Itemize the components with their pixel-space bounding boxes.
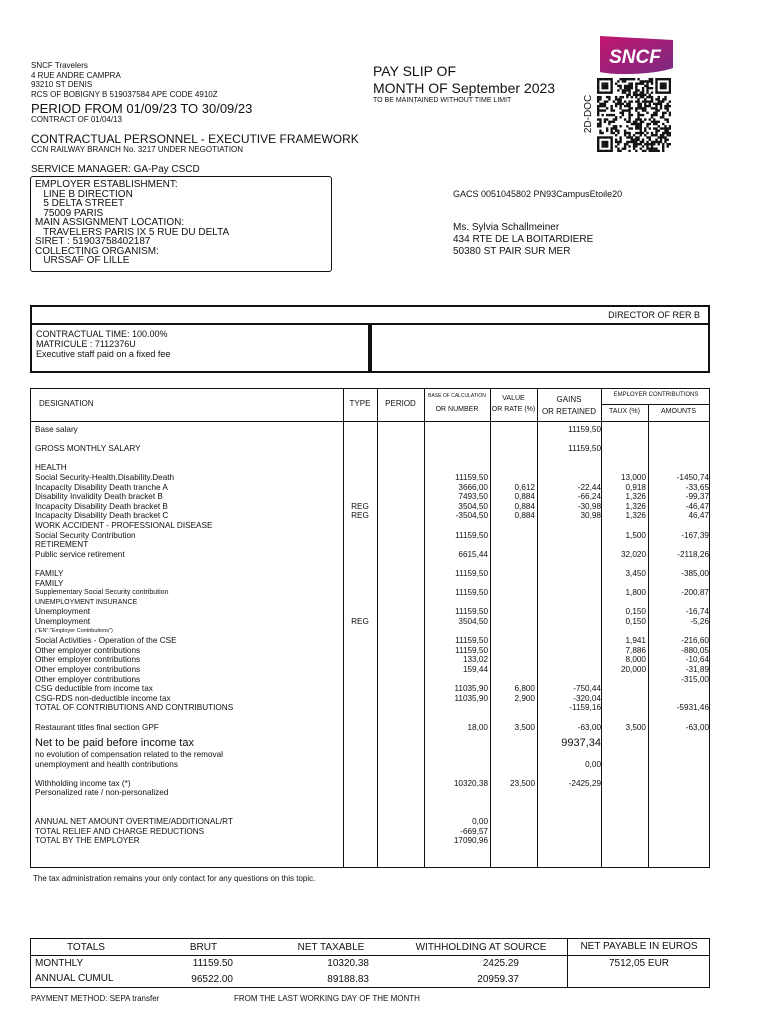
doc2d-label-wrap [583,84,595,144]
table-row [31,684,709,694]
net-payable-value: 7512,05 EUR [608,958,670,969]
cell-gains: -22,44 [577,482,601,492]
annual-net-taxable: 89188.83 [327,974,369,985]
table-row [31,723,709,733]
table-row [31,655,709,665]
cell-designation: ("EN":"Employer Contributions") [35,627,113,634]
table-row [31,779,709,789]
cell-taux: 0,150 [625,607,646,617]
cell-designation: Incapacity Disability Death tranche A [35,482,168,492]
cell-designation: Incapacity Disability Death bracket C [35,511,169,521]
cell-amount: -46,47 [685,501,709,511]
doc2d-label: 2D-DOC [583,94,594,134]
cell-type: REG [351,501,369,511]
contract-info-line: CONTRACTUAL TIME: 100.00% [36,329,168,339]
contract-date: CONTRACT OF 01/04/13 [31,115,122,124]
cell-base: 6615,44 [458,549,488,559]
table-row [31,598,709,608]
cell-amount: -385,00 [681,569,709,578]
table-row [31,521,709,531]
cell-base: 18,00 [467,722,488,732]
header-value-1: VALUE [502,395,525,402]
sncf-logo-graphic [597,34,675,76]
cell-designation: Unemployment [35,617,91,626]
annual-withholding: 20959.37 [477,974,519,985]
table-row [31,737,709,750]
table-row [31,540,709,550]
recipient-name: Ms. Sylvia Schallmeiner [453,222,560,233]
cell-base: -3504,50 [455,511,488,521]
cell-designation: FAMILY [35,578,64,588]
cell-designation: TOTAL BY THE EMPLOYER [35,836,140,846]
cell-value: 0,884 [514,511,535,521]
cell-base: 11159,50 [455,636,488,646]
cell-gains: -750,44 [573,684,601,694]
cell-base: 11159,50 [455,569,488,578]
totals-header-brut: BRUT [189,942,218,953]
cell-designation: TOTAL OF CONTRIBUTIONS AND CONTRIBUTIONS [35,703,234,713]
cell-base: 159,44 [462,665,488,674]
cell-value: 0,884 [514,501,535,511]
cell-amount: -63,00 [685,722,709,732]
cell-base: 133,02 [462,655,488,665]
employer-box-line: LINE B DIRECTION [35,188,133,200]
cell-amount: -99,37 [685,492,709,502]
payment-timing: FROM THE LAST WORKING DAY OF THE MONTH [234,994,420,1003]
cell-amount: -33,65 [685,482,709,492]
table-row [31,511,709,521]
cell-base: 3666,00 [458,482,488,492]
cell-taux: 3,500 [625,722,646,732]
table-row [31,836,709,846]
header-base-1: BASE OF CALCULATION [428,393,486,399]
cell-taux: 1,326 [625,501,646,511]
cell-designation: Other employer contributions [35,655,141,665]
totals-header-withholding: WITHHOLDING AT SOURCE [415,942,547,953]
cell-base: 11159,50 [455,530,488,540]
cell-taux: 20,000 [620,665,646,674]
header-employer-contributions: EMPLOYER CONTRIBUTIONS [613,392,699,398]
cell-base: 11035,90 [454,684,488,694]
tax-note: The tax administration remains your only contact for any questions on this topic. [33,874,316,883]
cell-designation: Personalized rate / non-personalized [35,788,169,798]
cell-amount: -5931,46 [676,703,709,713]
cell-designation: TOTAL RELIEF AND CHARGE REDUCTIONS [35,826,205,836]
monthly-withholding: 2425.29 [482,958,519,969]
employer-box-line: 75009 PARIS [35,207,104,219]
cell-designation: Incapacity Disability Death bracket B [35,501,168,511]
cell-gains: 30,98 [580,511,601,521]
annual-brut: 96522.00 [191,974,233,985]
cell-amount: -1450,74 [676,473,709,482]
cell-value: 2,900 [514,693,535,703]
header-designation: DESIGNATION [39,399,94,408]
cell-amount: -315,00 [681,674,709,684]
totals-box [30,938,710,988]
table-row [31,463,709,473]
employer-box-line: TRAVELERS PARIS IX 5 RUE DU DELTA [35,226,230,238]
table-row [31,646,709,656]
cell-designation: ANNUAL NET AMOUNT OVERTIME/ADDITIONAL/RT [35,817,233,827]
cell-taux: 1,326 [625,511,646,521]
employer-box-line: MAIN ASSIGNMENT LOCATION: [35,217,185,228]
cell-taux: 7,886 [625,645,646,655]
cell-taux: 1,800 [625,588,646,598]
table-row [31,444,709,454]
cell-designation: Restaurant titles final section GPF [35,722,159,732]
slip-title-line2: MONTH OF September 2023 [373,80,556,96]
table-row [31,473,709,483]
retention-note: TO BE MAINTAINED WITHOUT TIME LIMIT [373,97,512,104]
cell-base: 17090,96 [453,836,488,846]
table-row [31,502,709,512]
gacs-code: GACS 0051045802 PN93CampusEtoile20 [453,189,623,199]
cell-designation: unemployment and health contributions [35,759,178,769]
cell-designation: no evolution of compensation related to the removal [35,750,223,759]
cell-gains: 9937,34 [561,737,601,749]
header-base-2: OR NUMBER [435,406,479,413]
table-row [31,760,709,770]
table-row [31,817,709,827]
table-row [31,569,709,579]
cell-amount: -2118,26 [677,549,709,559]
contract-info-line: Executive staff paid on a fixed fee [36,349,171,359]
cell-base: 0,00 [472,817,488,827]
cell-amount: -10,64 [685,655,709,665]
company-address [31,61,218,99]
header-taux: TAUX (%) [609,408,640,415]
cell-designation: CSG-RDS non-deductible income tax [35,693,171,703]
employer-header-divider [601,404,709,405]
sncf-logo-text: SNCF [609,47,661,68]
table-row [31,483,709,493]
cell-gains: -66,24 [577,492,601,502]
table-row [31,550,709,560]
table-row [31,531,709,541]
recipient-address-line2: 50380 ST PAIR SUR MER [453,246,571,257]
header-period: PERIOD [385,399,416,408]
table-row [31,675,709,685]
cell-amount: 46,47 [688,511,709,521]
cell-designation: WORK ACCIDENT - PROFESSIONAL DISEASE [35,521,213,530]
qr-code-graphic [597,78,671,152]
cell-designation: Social Security Contribution [35,530,136,540]
cell-value: 0,884 [514,492,535,502]
cell-type: REG [351,617,369,626]
totals-header-divider [31,955,709,956]
employer-box [30,176,332,272]
table-row [31,665,709,675]
table-row [31,694,709,704]
employer-box-line: EMPLOYER ESTABLISHMENT: [35,179,178,190]
pay-period: PERIOD FROM 01/09/23 TO 30/09/23 [31,101,253,116]
cell-gains: -2425,29 [568,778,601,788]
divider [368,325,372,371]
header-gains-1: GAINS [556,395,582,404]
cell-amount: -167,39 [681,530,709,540]
qr-code [597,78,671,152]
cell-designation: CSG deductible from income tax [35,684,153,694]
cell-base: 11159,50 [455,588,488,598]
cell-designation: Disability Invalidity Death bracket B [35,492,163,502]
employer-box-line: SIRET : 51903758402187 [35,236,151,247]
table-row [31,750,709,760]
cell-taux: 13,000 [620,473,646,482]
cell-designation: Withholding income tax (*) [35,778,131,788]
table-row [31,636,709,646]
slip-title-line1: PAY SLIP OF [373,63,457,79]
cell-gains: -30,98 [577,501,601,511]
cell-taux: 1,500 [625,530,646,540]
director-label: DIRECTOR OF RER B [608,310,700,320]
cell-designation: HEALTH [35,463,67,473]
table-row [31,627,709,637]
cell-value: 23,500 [509,778,535,788]
cell-designation: GROSS MONTHLY SALARY [35,444,141,454]
employer-box-line: 5 DELTA STREET [35,198,125,209]
cell-taux: 1,326 [625,492,646,502]
monthly-brut: 11159.50 [192,958,233,969]
company-name: SNCF Travelers [31,61,88,70]
cell-base: 3504,50 [458,501,488,511]
cell-gains: 0,00 [585,759,601,769]
cell-gains: -63,00 [577,722,601,732]
cell-amount: -16,74 [685,607,709,617]
monthly-net-taxable: 10320.38 [327,958,369,969]
cell-taux: 0,150 [625,617,646,626]
table-header-divider [31,421,709,422]
cell-base: 11159,50 [455,473,488,482]
cell-taux: 8,000 [625,655,646,665]
net-payable-header: NET PAYABLE IN EUROS [580,941,698,952]
cell-base: -669,57 [460,826,488,836]
cell-gains: 11159,50 [568,444,601,454]
company-rcs: RCS OF BOBIGNY B 519037584 APE CODE 4910Z [31,89,218,99]
cell-designation: Social Security-Health.Disability.Death [35,473,175,482]
cell-base: 3504,50 [458,617,488,626]
cell-designation: Other employer contributions [35,674,141,684]
cell-amount: -216,60 [681,636,709,646]
table-row [31,617,709,627]
cell-amount: -5,26 [690,617,709,626]
totals-divider [567,939,568,987]
cell-value: 0,612 [514,482,535,492]
company-address-line1: 4 RUE ANDRE CAMPRA [31,70,121,80]
cell-gains: -1159,16 [569,703,601,713]
cell-designation: Other employer contributions [35,665,141,674]
cell-base: 10320,38 [453,778,488,788]
header-amounts: AMOUNTS [661,408,696,415]
sncf-logo [597,34,675,76]
cell-designation: Social Activities - Operation of the CSE [35,636,177,646]
pay-table [30,388,710,868]
cell-taux: 0,918 [625,482,646,492]
cell-designation: Base salary [35,425,78,434]
totals-header-label: TOTALS [67,942,105,953]
cell-taux: 1,941 [625,636,646,646]
table-row [31,579,709,589]
table-row [31,703,709,713]
cell-base: 11159,50 [455,607,488,617]
contract-info-line: MATRICULE : 7112376U [36,339,136,349]
table-row [31,492,709,502]
recipient-address [453,222,593,258]
cell-base: 7493,50 [458,492,488,502]
contract-info-box [30,305,710,373]
cell-designation: Net to be paid before income tax [35,737,194,749]
annual-label: ANNUAL CUMUL [35,973,114,984]
payment-method: PAYMENT METHOD: SEPA transfer [31,994,160,1003]
cell-base: 11159,50 [455,645,488,655]
cell-taux: 3,450 [625,569,646,578]
table-row [31,827,709,837]
table-row [31,588,709,598]
header-value-2: OR RATE (%) [491,406,536,413]
cell-designation: RETIREMENT [35,540,89,550]
table-row [31,788,709,798]
service-manager: SERVICE MANAGER: GA-Pay CSCD [31,164,200,175]
cell-amount: -200,87 [681,588,709,598]
personnel-title: CONTRACTUAL PERSONNEL - EXECUTIVE FRAMEWORK [31,132,359,146]
cell-amount: -880,05 [681,645,709,655]
table-row [31,607,709,617]
cell-value: 3,500 [514,722,535,732]
monthly-label: MONTHLY [35,958,84,969]
cell-gains: 11159,50 [568,425,601,434]
railway-branch: CCN RAILWAY BRANCH No. 3217 UNDER NEGOTIATION [31,145,244,154]
totals-header-net-taxable: NET TAXABLE [297,942,365,953]
header-type: TYPE [349,399,371,408]
employer-box-line: COLLECTING ORGANISM: [35,245,159,257]
cell-designation: Supplementary Social Security contribution [35,589,169,597]
company-address-line2: 93210 ST DENIS [31,80,93,89]
cell-taux: 32,020 [620,549,646,559]
cell-designation: UNEMPLOYMENT INSURANCE [35,598,138,606]
employer-box-line: URSSAF OF LILLE [35,255,130,266]
cell-type: REG [351,511,369,521]
cell-value: 6,800 [514,684,535,694]
recipient-address-line1: 434 RTE DE LA BOITARDIERE [453,234,594,245]
table-row [31,425,709,435]
header-gains-2: OR RETAINED [541,407,597,416]
cell-gains: -320,04 [573,693,601,703]
cell-designation: Other employer contributions [35,645,141,655]
cell-amount: -31,89 [685,665,709,674]
cell-designation: FAMILY [35,569,64,578]
cell-base: 11035,90 [454,693,488,703]
cell-designation: Public service retirement [35,549,125,559]
cell-designation: Unemployment [35,607,91,617]
